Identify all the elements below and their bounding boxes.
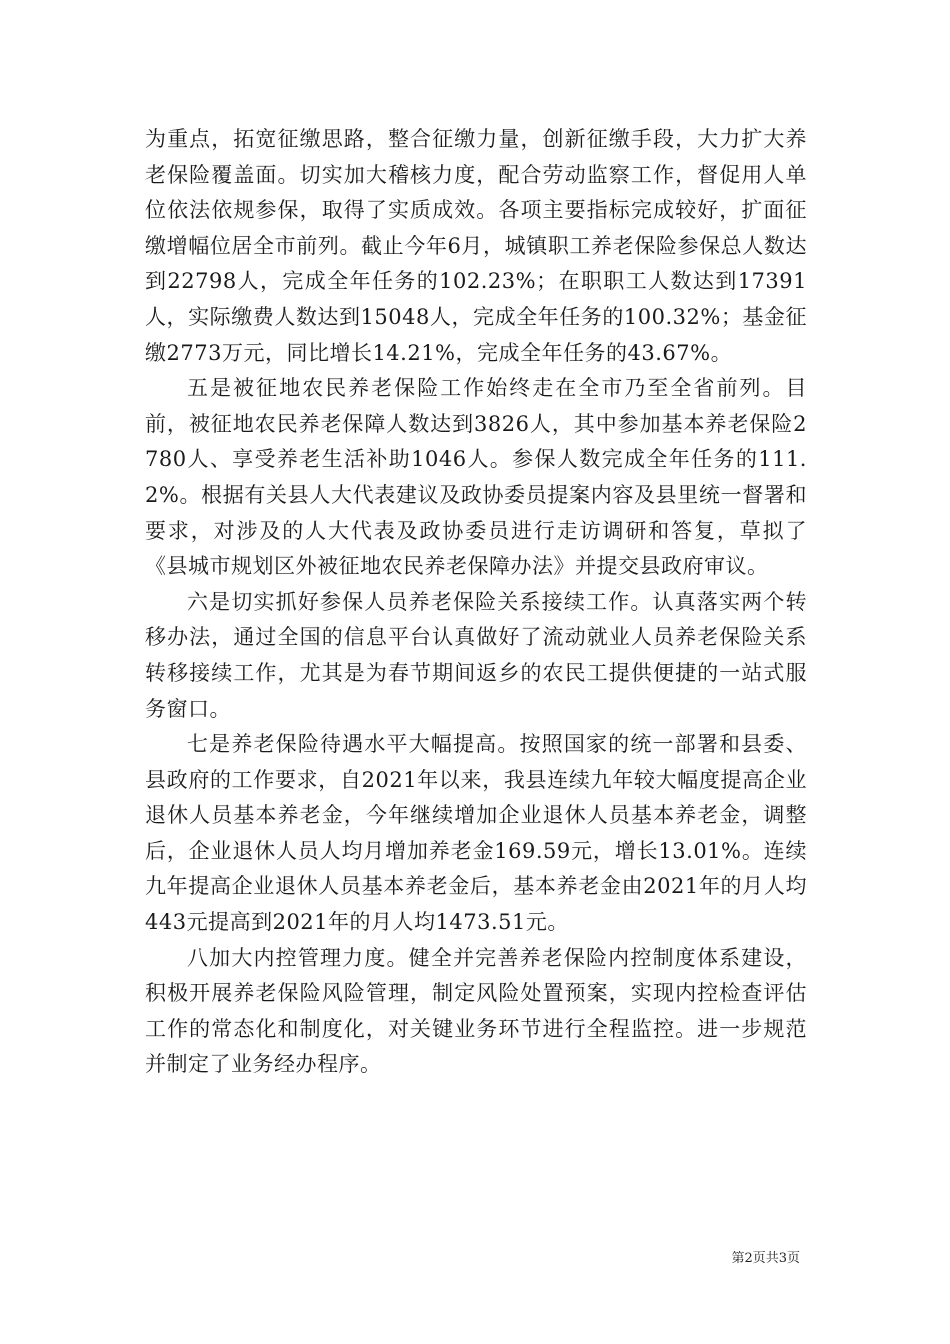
paragraph-continued-collection: 为重点，拓宽征缴思路，整合征缴力量，创新征缴手段，大力扩大养老保险覆盖面。切实加大稽核力度，配合劳动监察工作，督促用人单位依法依规参保，取得了实质成效。各项主要指标完成较好，扩面征缴增幅位居全市前列。截止今年6月，城镇职工养老保险参保总人数达到22798人，完成全年任务的102.23%；在职职工人数达到17391人，实际缴费人数达到15048人，完成全年任务的100.32%；基金征缴2773万元，同比增长14.21%，完成全年任务的43.67%。	[145, 127, 807, 365]
paragraph-insurance-transfer: 六是切实抓好参保人员养老保险关系接续工作。认真落实两个转移办法，通过全国的信息平台认真做好了流动就业人员养老保险关系转移接续工作，尤其是为春节期间返乡的农民工提供便捷的一站式服务窗口。	[145, 589, 807, 721]
paragraph-internal-control: 八加大内控管理力度。健全并完善养老保险内控制度体系建设，积极开展养老保险风险管理，制定风险处置预案，实现内控检查评估工作的常态化和制度化，对关键业务环节进行全程监控。进一步规范并制定了业务经办程序。	[145, 945, 807, 1077]
paragraph-pension-increase: 七是养老保险待遇水平大幅提高。按照国家的统一部署和县委、县政府的工作要求，自2021年以来，我县连续九年较大幅度提高企业退休人员基本养老金，今年继续增加企业退休人员基本养老金，调整后，企业退休人员人均月增加养老金169.59元，增长13.01%。连续九年提高企业退休人员基本养老金后，基本养老金由2021年的月人均443元提高到2021年的月人均1473.51元。	[145, 732, 807, 935]
document-body	[145, 122, 807, 1083]
page-number-footer: 第2页共3页	[731, 1251, 800, 1266]
paragraph-land-expropriated-farmers: 五是被征地农民养老保险工作始终走在全市乃至全省前列。目前，被征地农民养老保障人数达到3826人，其中参加基本养老保险2780人、享受养老生活补助1046人。参保人数完成全年任务的111.2%。根据有关县人大代表建议及政协委员提案内容及县里统一督署和要求，对涉及的人大代表及政协委员进行走访调研和答复，草拟了《县城市规划区外被征地农民养老保障办法》并提交县政府审议。	[145, 376, 807, 579]
